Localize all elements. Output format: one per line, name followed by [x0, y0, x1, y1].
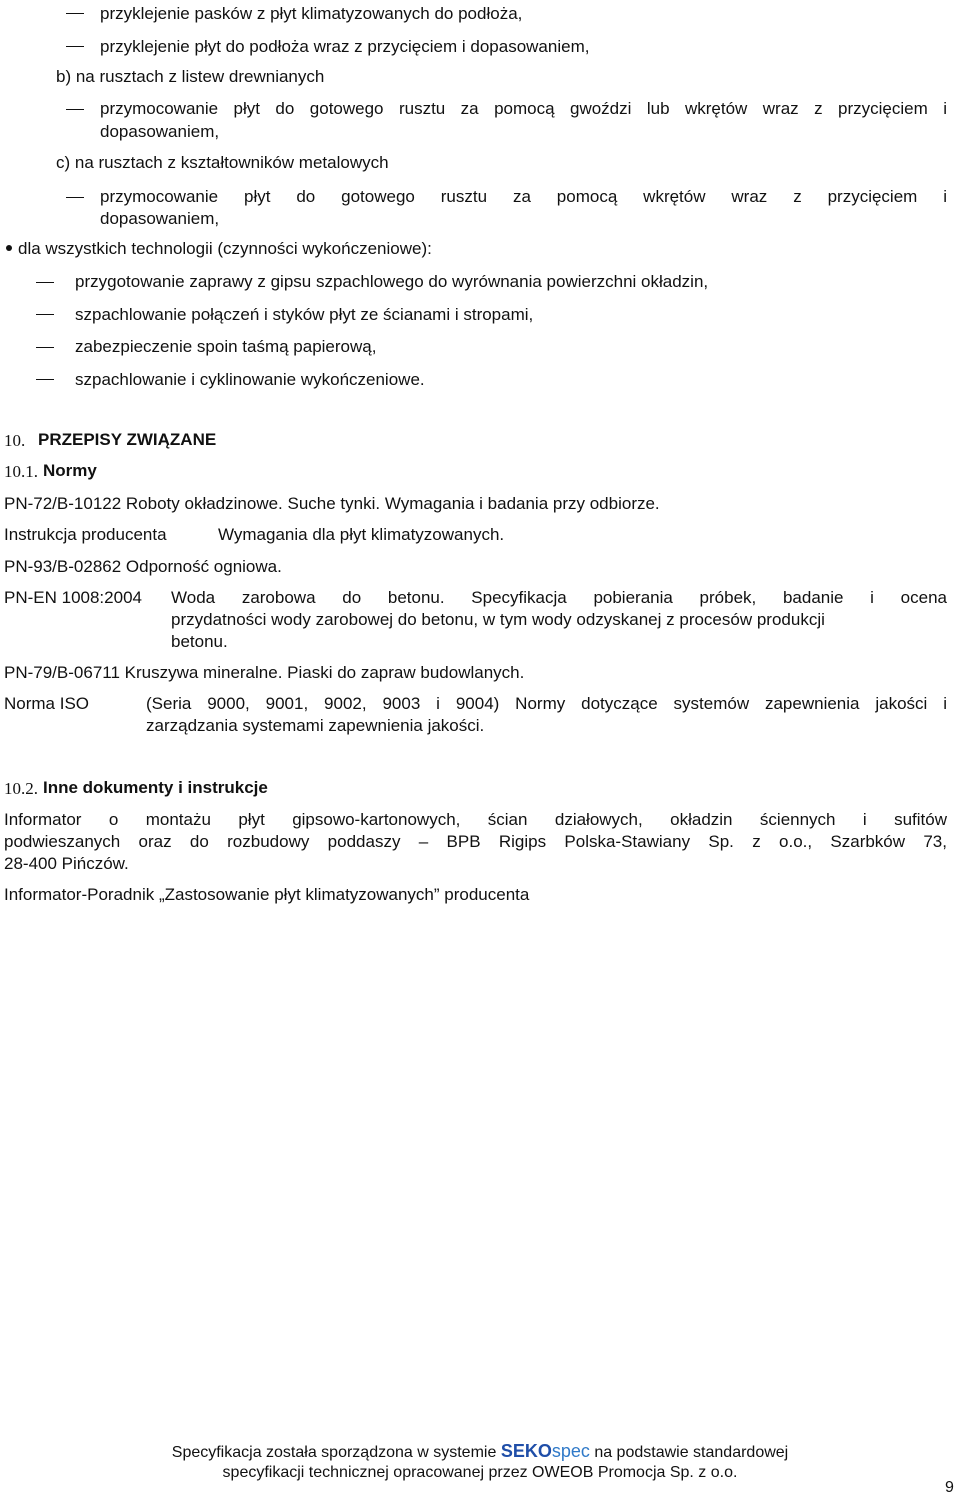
- list-item: zabezpieczenie spoin taśmą papierową,: [75, 337, 377, 356]
- subsection-number: 10.2.: [4, 779, 38, 798]
- sublist-heading: c) na rusztach z kształtowników metalowych: [56, 153, 389, 172]
- footer-text: na podstawie standardowej: [594, 1444, 789, 1461]
- dash-icon: [36, 379, 54, 380]
- dash-icon: [66, 46, 84, 47]
- document-entry: Informator o montażu płyt gipsowo-kartonowych, ścian działowych, okładzin ściennych i sufitów: [4, 810, 947, 829]
- subsection-number: 10.1.: [4, 462, 38, 481]
- norm-description-continuation: przydatności wody zarobowej do betonu, w tym wody odzyskanej z procesów produkcji: [171, 610, 825, 629]
- document-entry-continuation: podwieszanych oraz do rozbudowy poddaszy – BPB Rigips Polska-Stawiany Sp. z o.o., Szarbków 73,: [4, 832, 947, 851]
- page-number: 9: [945, 1479, 954, 1496]
- list-item: przymocowanie płyt do gotowego rusztu za pomocą wkrętów wraz z przycięciem i: [100, 187, 947, 206]
- dash-icon: [36, 314, 54, 315]
- norm-entry: PN-72/B-10122 Roboty okładzinowe. Suche tynki. Wymagania i badania przy odbiorze.: [4, 494, 660, 513]
- brand-logo: [501, 1441, 590, 1461]
- list-item-continuation: dopasowaniem,: [100, 122, 220, 141]
- footer-line: [0, 1441, 960, 1463]
- section-title: PRZEPISY ZWIĄZANE: [38, 430, 217, 449]
- footer-text: Specyfikacja została sporządzona w systemie: [171, 1444, 497, 1461]
- document-entry: Informator-Poradnik „Zastosowanie płyt klimatyzowanych” producenta: [4, 885, 530, 904]
- list-item: przyklejenie płyt do podłoża wraz z przycięciem i dopasowaniem,: [100, 37, 590, 56]
- subsection-title: Normy: [43, 461, 97, 480]
- subsection-title: Inne dokumenty i instrukcje: [43, 778, 268, 797]
- dash-icon: [36, 282, 54, 283]
- norm-entry: PN-93/B-02862 Odporność ogniowa.: [4, 557, 282, 576]
- sublist-heading: b) na rusztach z listew drewnianych: [56, 67, 325, 86]
- list-item: szpachlowanie i cyklinowanie wykończeniowe.: [75, 370, 425, 389]
- bullet-icon: [6, 245, 12, 251]
- dash-icon: [66, 109, 84, 110]
- norm-code: Norma ISO: [4, 694, 90, 713]
- norm-code: PN-EN 1008:2004: [4, 588, 142, 607]
- norm-description: Woda zarobowa do betonu. Specyfikacja pobierania próbek, badanie i ocena: [171, 588, 947, 607]
- list-item: przymocowanie płyt do gotowego rusztu za pomocą gwoździ lub wkrętów wraz z przycięciem i: [100, 99, 947, 118]
- norm-description-continuation: betonu.: [171, 632, 228, 651]
- dash-icon: [66, 13, 84, 14]
- footer-line: specyfikacji technicznej opracowanej przez OWEOB Promocja Sp. z o.o.: [222, 1464, 738, 1481]
- norm-description: Wymagania dla płyt klimatyzowanych.: [218, 525, 505, 544]
- document-entry-continuation: 28-400 Pińczów.: [4, 854, 129, 873]
- list-item: przygotowanie zaprawy z gipsu szpachlowego do wyrównania powierzchni okładzin,: [75, 272, 709, 291]
- list-item: przyklejenie pasków z płyt klimatyzowanych do podłoża,: [100, 4, 523, 23]
- norm-description: (Seria 9000, 9001, 9002, 9003 i 9004) Normy dotyczące systemów zapewnienia jakości i: [146, 694, 947, 713]
- dash-icon: [66, 197, 84, 198]
- list-item-continuation: dopasowaniem,: [100, 209, 220, 228]
- brand-logo-part: SEKO: [500, 1441, 552, 1461]
- norm-entry: PN-79/B-06711 Kruszywa mineralne. Piaski do zapraw budowlanych.: [4, 663, 525, 682]
- list-item: szpachlowanie połączeń i styków płyt ze ścianami i stropami,: [75, 305, 534, 324]
- finishing-heading: dla wszystkich technologii (czynności wykończeniowe):: [18, 239, 432, 258]
- dash-icon: [36, 347, 54, 348]
- norm-description-continuation: zarządzania systemami zapewnienia jakości.: [146, 716, 485, 735]
- norm-code: Instrukcja producenta: [4, 525, 167, 544]
- section-number: 10.: [4, 431, 26, 450]
- brand-logo-part: spec: [551, 1441, 590, 1461]
